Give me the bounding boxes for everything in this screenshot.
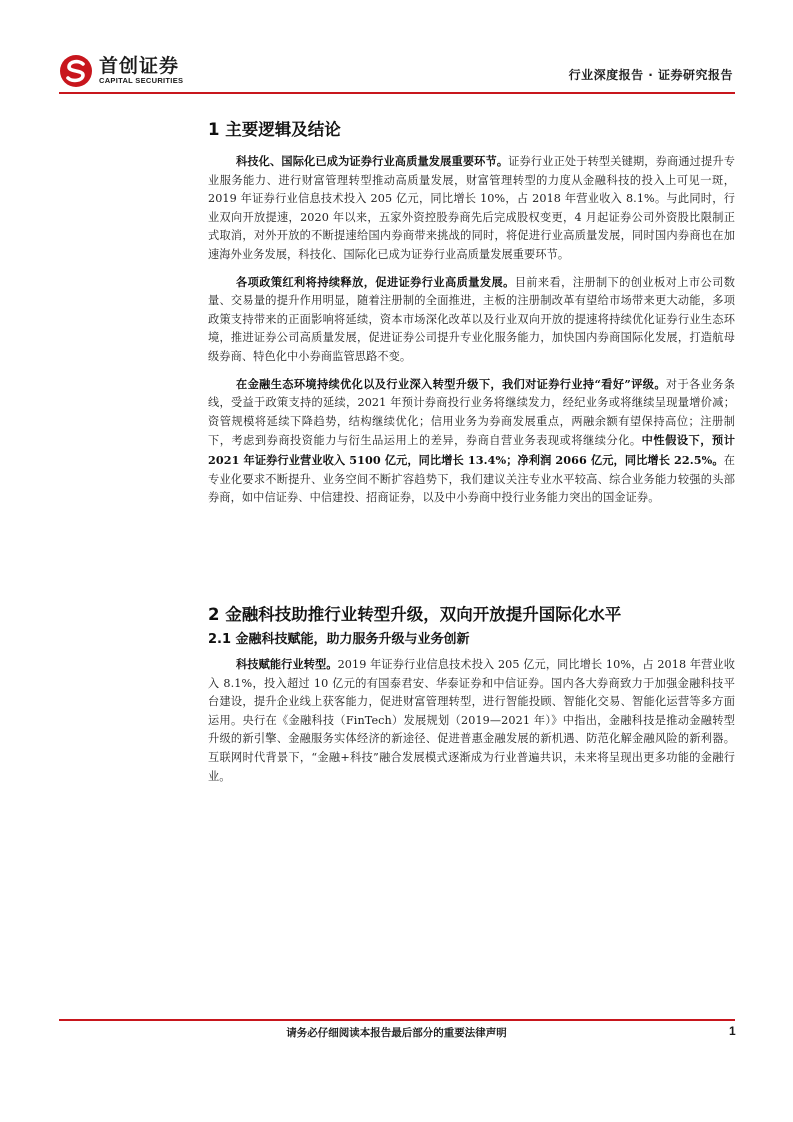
report-type-label: 行业深度报告 · 证券研究报告 [568,68,733,82]
legal-disclaimer: 请务必仔细阅读本报告最后部分的重要法律声明 [286,1027,507,1039]
header-divider [59,92,735,94]
paragraph-3-body-1: 对于各业务条线，受益于政策支持的延续，2021 年预计券商投行业务将继续发力，经纪业务或将继续呈现量增价减；资管规模将延续下降趋势，结构继续优化；信用业务为券商发展重点，两融余额有望保持高位；注册制下，考虑到券商投资能力与衍生品运用上的差异，券商自营业务表现或将继续分化。 [208,377,735,448]
section-2-1-title: 2.1 金融科技赋能，助力服务升级与业务创新 [208,632,470,647]
paragraph-1 [208,152,735,265]
section-1 [208,118,735,516]
paragraph-1-body: 证券行业正处于转型关键期，券商通过提升专业服务能力、进行财富管理转型推动高质量发展，财富管理转型的力度从金融科技的投入上可见一斑，2019 年证券行业信息技术投入 205 亿元，同比增长 10%，占 2018 年营业收入 8.1%。与此同时，行业双向开放提速，2020 年以来，五家外资控股券商先后完成股权变更，4 月起证券公司外资股比限制正式取消，对外开放的不断提速给国内券商带来挑战的同时，将促进行业高质量发展，同时国内券商也在加速海外业务发展，科技化、国际化已成为证券行业高质量发展重要环节。 [208,155,735,261]
paragraph-4 [208,655,735,786]
paragraph-2-lead: 各项政策红利将持续释放，促进证券行业高质量发展。 [236,274,515,289]
paragraph-2 [208,273,735,367]
paragraph-4-body: 2019 年证券行业信息技术投入 205 亿元，同比增长 10%，占 2018 年营业收入 8.1%，投入超过 10 亿元的有国泰君安、华泰证券和中信证券。国内各大券商致力于加强金融科技平台建设，提升企业线上获客能力，促进财富管理转型，进行智能投顾、智能化交易、智能化运营等多方面运用。央行在《金融科技（FinTech）发展规划（2019—2021 年）》中指出，金融科技是推动金融转型升级的新引擎、金融服务实体经济的新途径、促进普惠金融发展的新机遇、防范化解金融风险的新利器。互联网时代背景下，“金融+科技”融合发展模式逐渐成为行业普遍共识，未来将呈现出更多功能的金融行业。 [208,658,735,783]
section-1-title: 1 主要逻辑及结论 [208,120,341,139]
page-header [59,52,735,92]
paragraph-3-body-2: 在专业化要求不断提升、业务空间不断扩容趋势下，我们建议关注专业水平较高、综合业务能力较强的头部券商，如中信证券、中信建投、招商证券，以及中小券商中投行业务能力突出的国金证券。 [208,453,735,505]
paragraph-3 [208,375,735,508]
page-number: 1 [729,1024,736,1038]
company-logo [59,52,183,90]
logo-chinese-name: 首创证券 [99,55,180,77]
capital-securities-logo-icon [59,54,93,88]
paragraph-3-forecast: 中性假设下，预计 2021 年证券行业营业收入 5100 亿元，同比增长 13.4%；净利润 2066 亿元，同比增长 22.5%。 [208,433,735,467]
footer-divider [59,1019,735,1021]
section-2 [208,603,735,794]
section-2-title: 2 金融科技助推行业转型升级，双向开放提升国际化水平 [208,605,622,624]
paragraph-4-lead: 科技赋能行业转型。 [236,657,338,671]
paragraph-1-lead: 科技化、国际化已成为证券行业高质量发展重要环节。 [236,154,509,168]
logo-english-name: CAPITAL SECURITIES [99,76,184,85]
paragraph-2-body: 目前来看，注册制下的创业板对上市公司数量、交易量的提升作用明显，随着注册制的全面推进，主板的注册制改革有望给市场带来更大动能，多项政策支持带来的正面影响将延续，资本市场深化改革以及行业双向开放的提速将持续优化证券行业生态环境，推进证券公司高质量发展，促进证券公司提升专业化服务能力，加快国内券商国际化发展，打造航母级券商、特色化中小券商监管思路不变。 [208,275,735,363]
paragraph-3-lead: 在金融生态环境持续优化以及行业深入转型升级下，我们对证券行业持“看好”评级。 [236,376,666,391]
